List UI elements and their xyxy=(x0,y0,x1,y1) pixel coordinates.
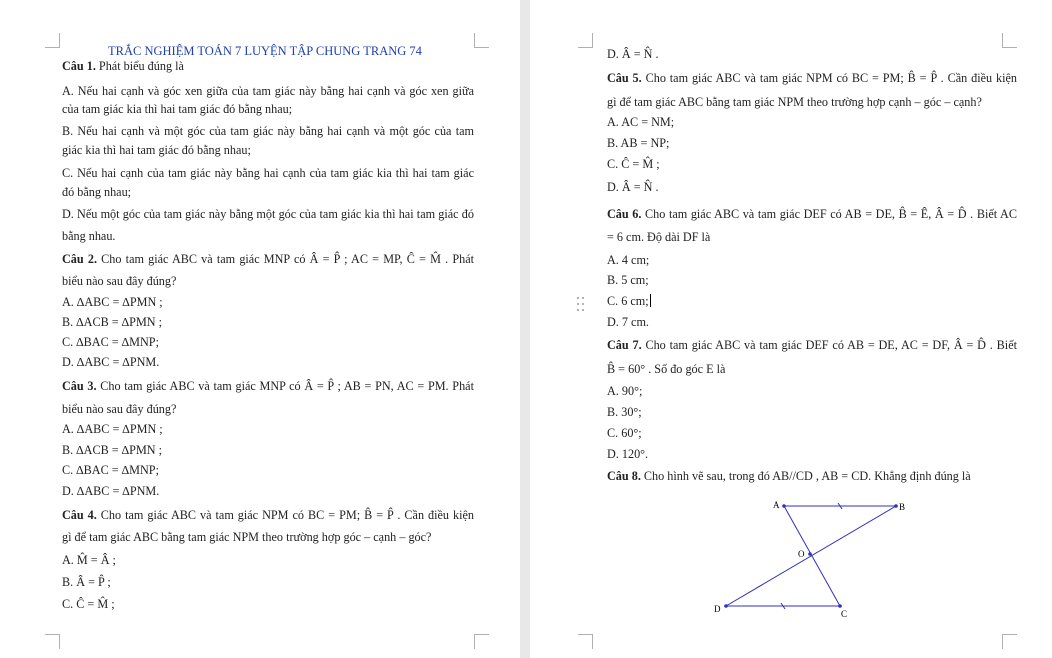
document-line xyxy=(607,115,674,129)
label-b: B xyxy=(899,502,906,512)
line-text: B. 30°; xyxy=(607,405,642,419)
question-number: Câu 8. xyxy=(607,469,641,483)
document-line xyxy=(62,402,176,416)
line-text: C. Nếu hai cạnh của tam giác này bằng hai cạnh của tam giác kia thì hai tam giác xyxy=(62,166,474,180)
line-text: A. ∆ABC = ∆PMN ; xyxy=(62,295,163,309)
document-line xyxy=(62,553,116,567)
document-line xyxy=(607,426,642,440)
document-line xyxy=(62,143,251,157)
document-line xyxy=(607,338,1017,352)
line-text: biểu nào sau đây đúng? xyxy=(62,274,177,288)
document-line xyxy=(607,136,669,150)
document-line xyxy=(62,355,159,369)
line-text: Cho tam giác ABC và tam giác NPM có BC = PM; B̂ = P̂ . Cần điều kiện xyxy=(641,71,1017,85)
crop-mark xyxy=(578,634,593,649)
document-line xyxy=(607,207,1017,221)
document-line xyxy=(62,422,163,436)
document-line xyxy=(62,315,162,329)
question-number: Câu 7. xyxy=(607,338,642,352)
label-a: A xyxy=(773,500,780,510)
line-text: C. ∆BAC = ∆MNP; xyxy=(62,335,159,349)
document-page-right xyxy=(530,0,1052,658)
line-text: B. ∆ACB = ∆PMN ; xyxy=(62,443,163,457)
document-line xyxy=(607,384,642,398)
line-text: Cho tam giác ABC và tam giác NPM có BC = PM; B̂ = P̂ . Cần điều kiện xyxy=(96,508,474,522)
line-text: D. ∆ABC = ∆PNM. xyxy=(62,484,160,498)
document-line xyxy=(607,273,649,287)
document-line xyxy=(607,180,659,194)
crop-mark xyxy=(474,33,489,48)
line-text: B. ∆ACB = ∆PMN ; xyxy=(62,315,163,329)
document-line xyxy=(607,230,710,244)
document-line xyxy=(62,166,474,180)
line-text: Cho hình vẽ sau, trong đó AB//CD , AB = CD. Khẳng định đúng là xyxy=(640,469,971,483)
label-c: C xyxy=(841,609,848,619)
document-line xyxy=(62,207,474,221)
line-text: D. 120°. xyxy=(607,447,649,461)
document-line xyxy=(62,597,115,611)
document-line xyxy=(62,575,111,589)
line-text: Cho tam giác ABC và tam giác DEF có AB = DE, B̂ = Ê, Â = D̂ . Biết AC xyxy=(641,207,1017,221)
line-text: của tam giác kia thì hai tam giác đó bằng nhau; xyxy=(62,102,293,116)
document-line xyxy=(62,295,163,309)
document-line xyxy=(62,185,131,199)
document-line xyxy=(607,469,971,483)
line-text: D. ∆ABC = ∆PNM. xyxy=(62,355,160,369)
line-text: = 6 cm. Độ dài DF là xyxy=(607,230,711,244)
drag-handle[interactable] xyxy=(577,297,585,313)
line-text: Cho tam giác ABC và tam giác DEF có AB = DE, AC = DF, Â = D̂ . Biết xyxy=(641,338,1017,352)
document-line xyxy=(62,484,159,498)
document-line xyxy=(62,508,474,522)
crop-mark xyxy=(1002,634,1017,649)
line-text: C. Ĉ = M̂ ; xyxy=(607,157,660,171)
crop-mark xyxy=(578,33,593,48)
document-line xyxy=(607,253,649,267)
document-line xyxy=(62,463,159,477)
question-number: Câu 2. xyxy=(62,252,97,266)
point-a xyxy=(782,504,786,508)
crop-mark xyxy=(45,634,60,649)
line-text: C. 6 cm; xyxy=(607,294,649,308)
question-number: Câu 3. xyxy=(62,379,97,393)
geometry-figure xyxy=(700,496,906,620)
question-number: Câu 5. xyxy=(607,71,642,85)
document-line xyxy=(62,84,474,98)
line-text: A. AC = NM; xyxy=(607,115,675,129)
point-o xyxy=(808,552,812,556)
document-page-left xyxy=(0,0,520,658)
line-text: biểu nào sau đây đúng? xyxy=(62,402,177,416)
document-line xyxy=(62,229,115,243)
document-line xyxy=(607,362,725,376)
line-text: D. 7 cm. xyxy=(607,315,649,329)
line-text: bằng nhau. xyxy=(62,229,116,243)
line-text: A. Nếu hai cạnh và góc xen giữa của tam giác này bằng hai cạnh và góc xen giữa xyxy=(62,84,474,98)
point-c xyxy=(838,604,842,608)
document-line xyxy=(62,124,474,138)
document-line xyxy=(62,530,431,544)
line-text: gì để tam giác ABC bằng tam giác NPM theo trường hợp cạnh – góc – cạnh? xyxy=(607,95,982,109)
document-line xyxy=(62,252,474,266)
line-text: B. Â = P̂ ; xyxy=(62,575,111,589)
question-number: Câu 6. xyxy=(607,207,642,221)
segment-bd xyxy=(726,506,896,606)
line-text: Cho tam giác ABC và tam giác MNP có Â = P̂ ; AC = MP, Ĉ = M̂ . Phát xyxy=(97,252,474,266)
line-text: đó bằng nhau; xyxy=(62,185,132,199)
document-line xyxy=(62,443,162,457)
document-line xyxy=(607,405,642,419)
line-text: B̂ = 60° . Số đo góc E là xyxy=(607,362,726,376)
question-number: Câu 1. xyxy=(62,59,96,73)
label-o: O xyxy=(798,549,805,559)
point-b xyxy=(894,504,898,508)
text-cursor xyxy=(650,294,651,307)
segment-ac xyxy=(784,506,840,606)
crop-mark xyxy=(474,634,489,649)
line-text: C. ∆BAC = ∆MNP; xyxy=(62,463,159,477)
crop-mark xyxy=(45,33,60,48)
document-title: TRẮC NGHIỆM TOÁN 7 LUYỆN TẬP CHUNG TRANG 74 xyxy=(108,44,422,58)
document-line xyxy=(607,71,1017,85)
line-text: D. Nếu một góc của tam giác này bằng một góc của tam giác kia thì hai tam giác đó xyxy=(62,207,474,221)
line-text: C. Ĉ = M̂ ; xyxy=(62,597,115,611)
document-line xyxy=(607,315,649,329)
line-text: C. 60°; xyxy=(607,426,642,440)
line-text: B. 5 cm; xyxy=(607,273,649,287)
line-text: giác kia thì hai tam giác đó bằng nhau; xyxy=(62,143,251,157)
line-text: gì để tam giác ABC bằng tam giác NPM theo trường hợp góc – cạnh – góc? xyxy=(62,530,432,544)
line-text: A. ∆ABC = ∆PMN ; xyxy=(62,422,163,436)
line-text: Cho tam giác ABC và tam giác MNP có Â = P̂ ; AB = PN, AC = PM. Phát xyxy=(96,379,474,393)
crop-mark xyxy=(1002,33,1017,48)
document-line xyxy=(62,335,159,349)
label-d: D xyxy=(714,604,721,614)
line-text: B. AB = NP; xyxy=(607,136,670,150)
document-line xyxy=(607,95,982,109)
document-line xyxy=(62,102,292,116)
document-line xyxy=(62,379,474,393)
line-text: D. Â = N̂ . xyxy=(607,47,659,61)
point-d xyxy=(724,604,728,608)
document-line xyxy=(607,294,651,308)
line-text: A. 4 cm; xyxy=(607,253,650,267)
document-line xyxy=(607,47,659,61)
document-line xyxy=(607,157,660,171)
line-text: D. Â = N̂ . xyxy=(607,180,659,194)
line-text: A. M̂ = Â ; xyxy=(62,553,116,567)
document-line xyxy=(62,274,176,288)
line-text: A. 90°; xyxy=(607,384,643,398)
line-text: Phát biểu đúng là xyxy=(95,59,184,73)
question-number: Câu 4. xyxy=(62,508,97,522)
document-line xyxy=(607,447,648,461)
document-line xyxy=(62,59,184,73)
line-text: B. Nếu hai cạnh và một góc của tam giác này bằng hai cạnh và một góc của tam xyxy=(62,124,474,138)
